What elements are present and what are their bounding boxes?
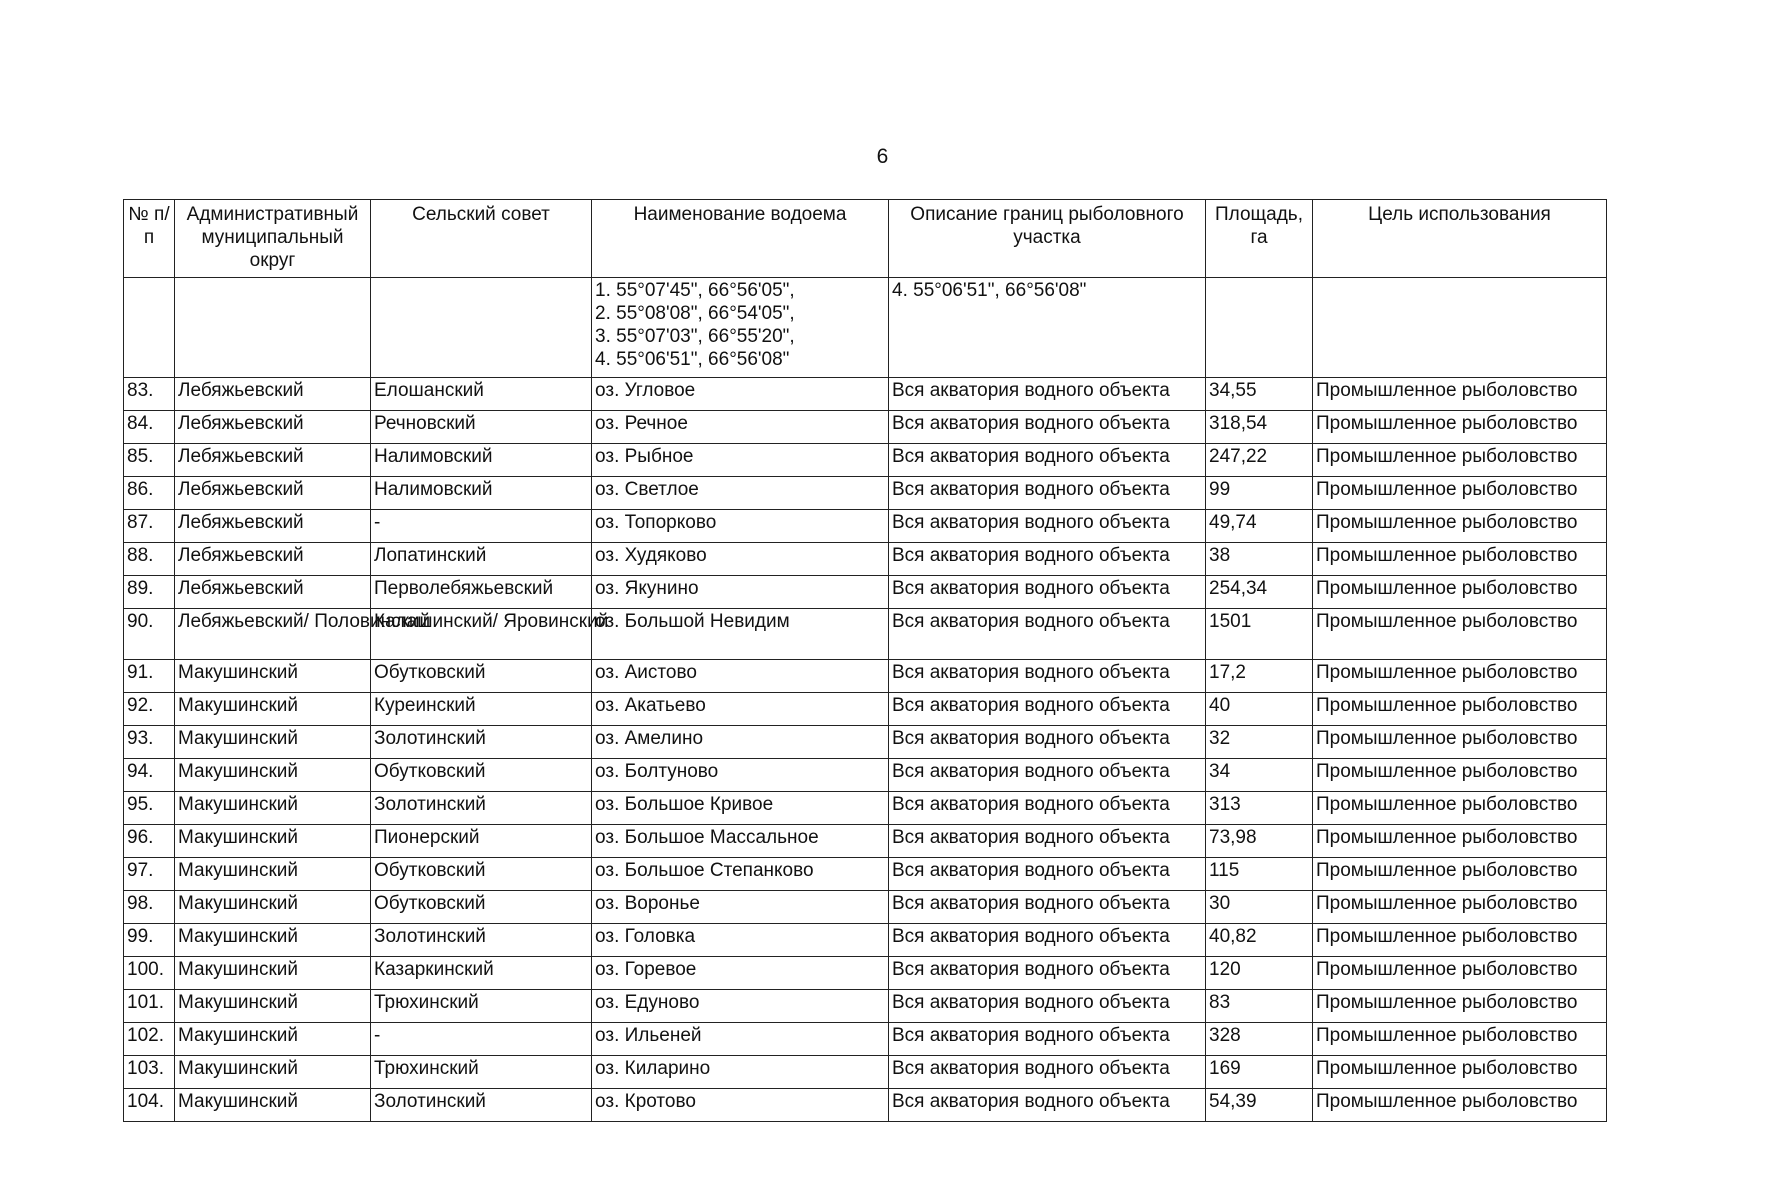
cell-area: 49,74	[1206, 510, 1313, 543]
cell-number: 91.	[124, 660, 175, 693]
header-area: Площадь, га	[1206, 200, 1313, 278]
cell-purpose: Промышленное рыболовство	[1313, 1089, 1607, 1122]
cell-council: -	[371, 510, 592, 543]
cell-boundary: Вся акватория водного объекта	[889, 726, 1206, 759]
cell-council: Трюхинский	[371, 990, 592, 1023]
cell-district: Макушинский	[175, 990, 371, 1023]
cell-coordinates: 1. 55°07'45", 66°56'05", 2. 55°08'08", 66°54'05", 3. 55°07'03", 66°55'20", 4. 55°06'51", 66°56'08"	[592, 278, 889, 378]
cell-district: Лебяжьевский	[175, 378, 371, 411]
cell-area: 40,82	[1206, 924, 1313, 957]
cell-council: Казаркинский	[371, 957, 592, 990]
cell-boundary: Вся акватория водного объекта	[889, 543, 1206, 576]
table-row	[124, 510, 1607, 543]
cell-number: 84.	[124, 411, 175, 444]
cell-council: Золотинский	[371, 1089, 592, 1122]
cell-boundary: Вся акватория водного объекта	[889, 1089, 1206, 1122]
cell-boundary: Вся акватория водного объекта	[889, 510, 1206, 543]
cell-water-body: оз. Ильеней	[592, 1023, 889, 1056]
cell-number: 85.	[124, 444, 175, 477]
cell-number: 99.	[124, 924, 175, 957]
cell-number: 87.	[124, 510, 175, 543]
cell-council	[371, 278, 592, 378]
table-row	[124, 792, 1607, 825]
cell-area: 1501	[1206, 609, 1313, 660]
table-row	[124, 477, 1607, 510]
cell-council: Обутковский	[371, 759, 592, 792]
cell-district: Макушинский	[175, 759, 371, 792]
cell-district: Лебяжьевский	[175, 543, 371, 576]
cell-boundary: Вся акватория водного объекта	[889, 609, 1206, 660]
cell-area: 313	[1206, 792, 1313, 825]
header-boundary: Описание границ рыболовного участка	[889, 200, 1206, 278]
cell-boundary: Вся акватория водного объекта	[889, 825, 1206, 858]
cell-district: Лебяжьевский	[175, 444, 371, 477]
cell-area: 38	[1206, 543, 1313, 576]
table-row	[124, 858, 1607, 891]
cell-purpose: Промышленное рыболовство	[1313, 825, 1607, 858]
cell-water-body: оз. Большое Массальное	[592, 825, 889, 858]
cell-area: 254,34	[1206, 576, 1313, 609]
cell-boundary: Вся акватория водного объекта	[889, 444, 1206, 477]
cell-purpose: Промышленное рыболовство	[1313, 990, 1607, 1023]
cell-area: 328	[1206, 1023, 1313, 1056]
cell-area: 40	[1206, 693, 1313, 726]
cell-number: 88.	[124, 543, 175, 576]
cell-area: 34	[1206, 759, 1313, 792]
cell-district: Макушинский	[175, 891, 371, 924]
table-row	[124, 693, 1607, 726]
cell-council: Перволебяжьевский	[371, 576, 592, 609]
table-row	[124, 924, 1607, 957]
cell-water-body: оз. Кротово	[592, 1089, 889, 1122]
cell-water-body: оз. Большое Кривое	[592, 792, 889, 825]
cell-council: Елошанский	[371, 378, 592, 411]
cell-purpose: Промышленное рыболовство	[1313, 609, 1607, 660]
cell-boundary: Вся акватория водного объекта	[889, 477, 1206, 510]
cell-district: Лебяжьевский	[175, 576, 371, 609]
header-water-body: Наименование водоема	[592, 200, 889, 278]
cell-number: 104.	[124, 1089, 175, 1122]
cell-boundary: Вся акватория водного объекта	[889, 792, 1206, 825]
cell-boundary: Вся акватория водного объекта	[889, 693, 1206, 726]
cell-purpose: Промышленное рыболовство	[1313, 924, 1607, 957]
cell-district: Лебяжьевский/ Половинский	[175, 609, 371, 660]
cell-purpose: Промышленное рыболовство	[1313, 510, 1607, 543]
cell-area	[1206, 278, 1313, 378]
cell-district: Макушинский	[175, 1056, 371, 1089]
table-row	[124, 759, 1607, 792]
cell-boundary: Вся акватория водного объекта	[889, 891, 1206, 924]
cell-purpose: Промышленное рыболовство	[1313, 1023, 1607, 1056]
table-row	[124, 1023, 1607, 1056]
cell-area: 115	[1206, 858, 1313, 891]
cell-purpose: Промышленное рыболовство	[1313, 576, 1607, 609]
cell-purpose: Промышленное рыболовство	[1313, 957, 1607, 990]
cell-water-body: оз. Речное	[592, 411, 889, 444]
cell-district: Лебяжьевский	[175, 510, 371, 543]
cell-purpose	[1313, 278, 1607, 378]
cell-number: 98.	[124, 891, 175, 924]
table-row	[124, 609, 1607, 660]
cell-purpose: Промышленное рыболовство	[1313, 858, 1607, 891]
cell-number: 86.	[124, 477, 175, 510]
cell-number: 95.	[124, 792, 175, 825]
table-row	[124, 825, 1607, 858]
cell-boundary: Вся акватория водного объекта	[889, 576, 1206, 609]
cell-water-body: оз. Едуново	[592, 990, 889, 1023]
cell-purpose: Промышленное рыболовство	[1313, 543, 1607, 576]
cell-area: 34,55	[1206, 378, 1313, 411]
cell-water-body: оз. Головка	[592, 924, 889, 957]
cell-council: Налимовский	[371, 477, 592, 510]
cell-purpose: Промышленное рыболовство	[1313, 444, 1607, 477]
cell-purpose: Промышленное рыболовство	[1313, 378, 1607, 411]
table-row	[124, 990, 1607, 1023]
cell-district: Макушинский	[175, 957, 371, 990]
table-row	[124, 726, 1607, 759]
cell-purpose: Промышленное рыболовство	[1313, 477, 1607, 510]
cell-area: 32	[1206, 726, 1313, 759]
cell-district: Макушинский	[175, 1089, 371, 1122]
cell-purpose: Промышленное рыболовство	[1313, 660, 1607, 693]
table-row	[124, 411, 1607, 444]
cell-area: 17,2	[1206, 660, 1313, 693]
cell-water-body: оз. Худяково	[592, 543, 889, 576]
cell-boundary: Вся акватория водного объекта	[889, 759, 1206, 792]
cell-boundary-coordinates: 4. 55°06'51", 66°56'08"	[889, 278, 1206, 378]
cell-number: 92.	[124, 693, 175, 726]
cell-water-body: оз. Рыбное	[592, 444, 889, 477]
cell-district: Макушинский	[175, 924, 371, 957]
cell-council: -	[371, 1023, 592, 1056]
cell-number: 89.	[124, 576, 175, 609]
cell-area: 318,54	[1206, 411, 1313, 444]
fishing-areas-table	[123, 199, 1607, 1122]
table-row	[124, 543, 1607, 576]
cell-area: 83	[1206, 990, 1313, 1023]
cell-boundary: Вся акватория водного объекта	[889, 411, 1206, 444]
cell-district: Макушинский	[175, 792, 371, 825]
header-number: № п/п	[124, 200, 175, 278]
table-row	[124, 444, 1607, 477]
cell-council: Трюхинский	[371, 1056, 592, 1089]
cell-area: 169	[1206, 1056, 1313, 1089]
cell-number	[124, 278, 175, 378]
cell-council: Налимовский	[371, 444, 592, 477]
cell-district: Макушинский	[175, 1023, 371, 1056]
cell-district: Макушинский	[175, 693, 371, 726]
table-row	[124, 957, 1607, 990]
cell-purpose: Промышленное рыболовство	[1313, 759, 1607, 792]
cell-water-body: оз. Болтуново	[592, 759, 889, 792]
table-header-row	[124, 200, 1607, 278]
cell-council: Золотинский	[371, 726, 592, 759]
cell-district	[175, 278, 371, 378]
cell-boundary: Вся акватория водного объекта	[889, 660, 1206, 693]
cell-purpose: Промышленное рыболовство	[1313, 411, 1607, 444]
cell-district: Макушинский	[175, 660, 371, 693]
page-number: 6	[876, 145, 889, 168]
cell-boundary: Вся акватория водного объекта	[889, 924, 1206, 957]
cell-water-body: оз. Большой Невидим	[592, 609, 889, 660]
cell-council: Золотинский	[371, 924, 592, 957]
cell-purpose: Промышленное рыболовство	[1313, 1056, 1607, 1089]
table-row	[124, 660, 1607, 693]
cell-number: 83.	[124, 378, 175, 411]
cell-area: 54,39	[1206, 1089, 1313, 1122]
cell-district: Лебяжьевский	[175, 411, 371, 444]
header-district: Административный муниципальный округ	[175, 200, 371, 278]
cell-council: Калашинский/ Яровинский	[371, 609, 592, 660]
cell-area: 247,22	[1206, 444, 1313, 477]
cell-boundary: Вся акватория водного объекта	[889, 957, 1206, 990]
table-row	[124, 1056, 1607, 1089]
cell-purpose: Промышленное рыболовство	[1313, 726, 1607, 759]
cell-boundary: Вся акватория водного объекта	[889, 1023, 1206, 1056]
cell-number: 100.	[124, 957, 175, 990]
cell-number: 102.	[124, 1023, 175, 1056]
cell-water-body: оз. Топорково	[592, 510, 889, 543]
cell-area: 30	[1206, 891, 1313, 924]
cell-number: 97.	[124, 858, 175, 891]
cell-area: 99	[1206, 477, 1313, 510]
cell-council: Речновский	[371, 411, 592, 444]
cell-area: 73,98	[1206, 825, 1313, 858]
cell-purpose: Промышленное рыболовство	[1313, 792, 1607, 825]
table-row	[124, 378, 1607, 411]
header-purpose: Цель использования	[1313, 200, 1607, 278]
cell-water-body: оз. Угловое	[592, 378, 889, 411]
cell-number: 94.	[124, 759, 175, 792]
cell-council: Обутковский	[371, 660, 592, 693]
cell-purpose: Промышленное рыболовство	[1313, 891, 1607, 924]
table-row	[124, 891, 1607, 924]
cell-number: 90.	[124, 609, 175, 660]
cell-boundary: Вся акватория водного объекта	[889, 990, 1206, 1023]
header-council: Сельский совет	[371, 200, 592, 278]
cell-council: Обутковский	[371, 891, 592, 924]
cell-water-body: оз. Якунино	[592, 576, 889, 609]
table-row	[124, 576, 1607, 609]
cell-boundary: Вся акватория водного объекта	[889, 378, 1206, 411]
cell-district: Макушинский	[175, 858, 371, 891]
cell-water-body: оз. Аистово	[592, 660, 889, 693]
cell-council: Обутковский	[371, 858, 592, 891]
cell-district: Макушинский	[175, 825, 371, 858]
cell-water-body: оз. Большое Степанково	[592, 858, 889, 891]
cell-water-body: оз. Горевое	[592, 957, 889, 990]
cell-boundary: Вся акватория водного объекта	[889, 1056, 1206, 1089]
cell-number: 96.	[124, 825, 175, 858]
cell-water-body: оз. Воронье	[592, 891, 889, 924]
cell-number: 103.	[124, 1056, 175, 1089]
continuation-row	[124, 278, 1607, 378]
cell-purpose: Промышленное рыболовство	[1313, 693, 1607, 726]
cell-area: 120	[1206, 957, 1313, 990]
cell-council: Пионерский	[371, 825, 592, 858]
cell-water-body: оз. Амелино	[592, 726, 889, 759]
cell-council: Золотинский	[371, 792, 592, 825]
cell-water-body: оз. Киларино	[592, 1056, 889, 1089]
cell-water-body: оз. Светлое	[592, 477, 889, 510]
cell-district: Лебяжьевский	[175, 477, 371, 510]
table-row	[124, 1089, 1607, 1122]
cell-number: 101.	[124, 990, 175, 1023]
cell-number: 93.	[124, 726, 175, 759]
cell-council: Куреинский	[371, 693, 592, 726]
cell-boundary: Вся акватория водного объекта	[889, 858, 1206, 891]
cell-water-body: оз. Акатьево	[592, 693, 889, 726]
cell-council: Лопатинский	[371, 543, 592, 576]
cell-district: Макушинский	[175, 726, 371, 759]
